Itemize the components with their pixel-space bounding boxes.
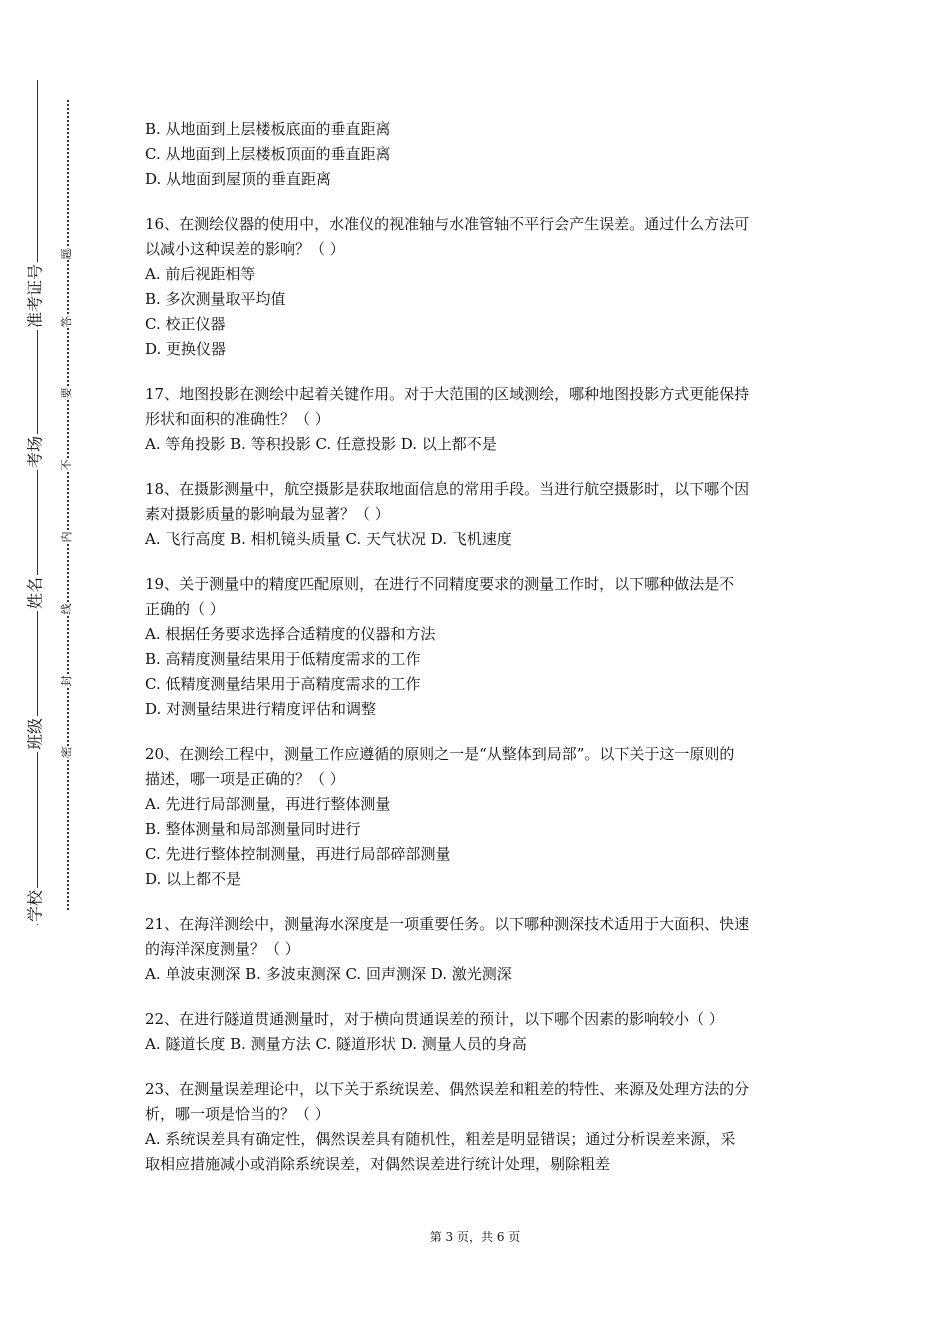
seal-char: 不 xyxy=(60,459,73,471)
question-stem: 23、在测量误差理论中，以下关于系统误差、偶然误差和粗差的特性、来源及处理方法的分 xyxy=(145,1080,750,1098)
room-label: 考场 xyxy=(23,434,46,470)
question-22 xyxy=(145,1007,810,1057)
option-line: A. 隧道长度 B. 测量方法 C. 隧道形状 D. 测量人员的身高 xyxy=(145,1035,527,1053)
question-stem: 的海洋深度测量？（ ） xyxy=(145,940,300,958)
option-line: C. 从地面到上层楼板顶面的垂直距离 xyxy=(145,145,391,163)
option-line: A. 飞行高度 B. 相机镜头质量 C. 天气状况 D. 飞机速度 xyxy=(145,530,512,548)
question-stem: 19、关于测量中的精度匹配原则，在进行不同精度要求的测量工作时，以下哪种做法是不 xyxy=(145,575,735,593)
option-line: B. 整体测量和局部测量同时进行 xyxy=(145,820,361,838)
question-stem: 以减小这种误差的影响？（ ） xyxy=(145,240,345,258)
question-stem: 16、在测绘仪器的使用中，水准仪的视准轴与水准管轴不平行会产生误差。通过什么方法可 xyxy=(145,215,750,233)
option-line: B. 多次测量取平均值 xyxy=(145,290,286,308)
option-line: A. 先进行局部测量，再进行整体测量 xyxy=(145,795,391,813)
option-line: A. 系统误差具有确定性，偶然误差具有随机性，粗差是明显错误；通过分析误差来源，采 xyxy=(145,1130,736,1148)
class-label: 班级 xyxy=(23,716,46,752)
option-line: D. 对测量结果进行精度评估和调整 xyxy=(145,700,377,718)
seal-char: 要 xyxy=(60,387,73,399)
seal-char: 线 xyxy=(60,603,73,615)
question-stem: 形状和面积的准确性？（ ） xyxy=(145,410,330,428)
option-line: A. 前后视距相等 xyxy=(145,265,256,283)
question-stem: 17、地图投影在测绘中起着关键作用。对于大范围的区域测绘，哪种地图投影方式更能保持 xyxy=(145,385,750,403)
question-17 xyxy=(145,382,810,457)
seal-char: 内 xyxy=(60,531,73,543)
exam-id-label: 准考证号 xyxy=(23,262,46,330)
option-line: B. 从地面到上层楼板底面的垂直距离 xyxy=(145,120,391,138)
question-stem: 20、在测绘工程中，测量工作应遵循的原则之一是“从整体到局部”。以下关于这一原则的 xyxy=(145,745,735,763)
binding-margin xyxy=(0,0,110,1344)
question-16 xyxy=(145,212,810,362)
option-line: D. 从地面到屋顶的垂直距离 xyxy=(145,170,332,188)
question-stem: 正确的（ ） xyxy=(145,600,225,618)
seal-char: 题 xyxy=(60,248,73,260)
option-line: D. 更换仪器 xyxy=(145,340,227,358)
question-stem: 描述，哪一项是正确的？（ ） xyxy=(145,770,345,788)
question-stem: 素对摄影质量的影响最为显著？（ ） xyxy=(145,505,390,523)
option-line: B. 高精度测量结果用于低精度需求的工作 xyxy=(145,650,421,668)
seal-char: 答 xyxy=(60,316,73,328)
seal-char: 封 xyxy=(60,675,73,687)
question-stem: 析，哪一项是恰当的？（ ） xyxy=(145,1105,330,1123)
option-line: 取相应措施减小或消除系统误差，对偶然误差进行统计处理，剔除粗差 xyxy=(145,1155,611,1173)
option-line: A. 等角投影 B. 等积投影 C. 任意投影 D. 以上都不是 xyxy=(145,435,497,453)
option-line: C. 低精度测量结果用于高精度需求的工作 xyxy=(145,675,421,693)
question-23 xyxy=(145,1077,810,1177)
page-number-footer: 第 3 页，共 6 页 xyxy=(429,1230,521,1244)
binding-solid-line xyxy=(37,80,38,925)
name-label: 姓名 xyxy=(23,575,46,611)
question-18 xyxy=(145,477,810,552)
seal-dotted-line xyxy=(67,100,69,910)
question-21 xyxy=(145,912,810,987)
seal-char: 密 xyxy=(60,746,73,758)
q15-continued-options xyxy=(145,117,810,192)
question-stem: 21、在海洋测绘中，测量海水深度是一项重要任务。以下哪种测深技术适用于大面积、快速 xyxy=(145,915,750,933)
question-stem: 18、在摄影测量中，航空摄影是获取地面信息的常用手段。当进行航空摄影时，以下哪个因 xyxy=(145,480,750,498)
question-stem: 22、在进行隧道贯通测量时，对于横向贯通误差的预计，以下哪个因素的影响较小（ ） xyxy=(145,1010,724,1028)
option-line: C. 先进行整体控制测量，再进行局部碎部测量 xyxy=(145,845,451,863)
exam-content xyxy=(145,117,810,1177)
question-20 xyxy=(145,742,810,892)
option-line: C. 校正仪器 xyxy=(145,315,226,333)
option-line: D. 以上都不是 xyxy=(145,870,242,888)
question-19 xyxy=(145,572,810,722)
option-line: A. 单波束测深 B. 多波束测深 C. 回声测深 D. 激光测深 xyxy=(145,965,512,983)
option-line: A. 根据任务要求选择合适精度的仪器和方法 xyxy=(145,625,436,643)
school-label: 学校 xyxy=(23,888,46,924)
